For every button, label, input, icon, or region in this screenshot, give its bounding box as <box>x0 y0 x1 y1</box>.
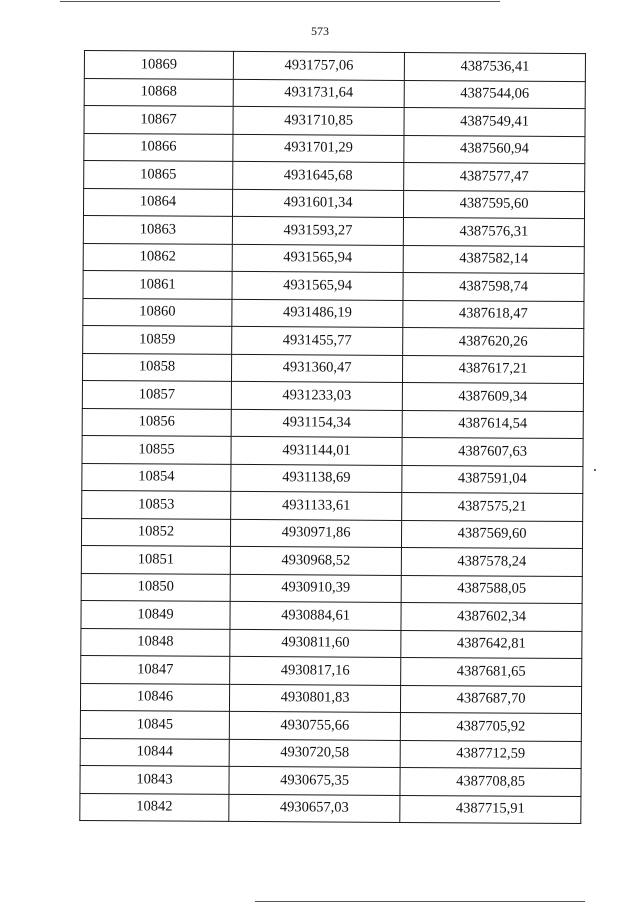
x-coordinate-cell: 4931138,69 <box>231 464 402 493</box>
y-coordinate-cell: 4387618,47 <box>403 300 584 329</box>
x-coordinate-cell: 4931701,29 <box>233 134 404 163</box>
point-number-cell: 10843 <box>80 765 229 793</box>
x-coordinate-cell: 4931360,47 <box>231 354 402 383</box>
y-coordinate-cell: 4387687,70 <box>400 685 581 714</box>
point-number-cell: 10853 <box>82 490 231 518</box>
table-row <box>81 518 582 549</box>
point-number-cell: 10848 <box>81 628 230 656</box>
point-number-cell: 10855 <box>82 435 231 463</box>
point-number-cell: 10842 <box>80 793 229 821</box>
y-coordinate-cell: 4387569,60 <box>401 520 582 549</box>
x-coordinate-cell: 4930910,39 <box>230 574 401 603</box>
point-number-cell: 10859 <box>83 325 232 353</box>
y-coordinate-cell: 4387607,63 <box>402 437 583 466</box>
x-coordinate-cell: 4931565,94 <box>232 271 403 300</box>
y-coordinate-cell: 4387549,41 <box>404 107 585 136</box>
table-row <box>83 325 584 356</box>
x-coordinate-cell: 4931455,77 <box>232 326 403 355</box>
point-number-cell: 10847 <box>81 655 230 683</box>
coordinates-table <box>79 50 586 824</box>
table-row <box>82 463 583 494</box>
x-coordinate-cell: 4930811,60 <box>230 629 401 658</box>
scan-speck <box>594 469 596 471</box>
x-coordinate-cell: 4931565,94 <box>232 244 403 273</box>
x-coordinate-cell: 4931144,01 <box>231 436 402 465</box>
x-coordinate-cell: 4931757,06 <box>233 51 404 80</box>
x-coordinate-cell: 4930720,58 <box>229 739 400 768</box>
y-coordinate-cell: 4387705,92 <box>400 712 581 741</box>
x-coordinate-cell: 4930657,03 <box>229 794 400 823</box>
point-number-cell: 10861 <box>83 270 232 298</box>
point-number-cell: 10851 <box>81 545 230 573</box>
point-number-cell: 10868 <box>84 78 233 106</box>
point-number-cell: 10844 <box>80 738 229 766</box>
table-row <box>80 765 581 796</box>
point-number-cell: 10864 <box>83 188 232 216</box>
table-row <box>80 738 581 769</box>
coordinates-table-body <box>80 51 586 824</box>
bottom-scan-rule <box>255 901 585 902</box>
table-row <box>82 380 583 411</box>
point-number-cell: 10846 <box>80 683 229 711</box>
x-coordinate-cell: 4931154,34 <box>231 409 402 438</box>
y-coordinate-cell: 4387577,47 <box>404 162 585 191</box>
y-coordinate-cell: 4387536,41 <box>404 52 585 81</box>
table-row <box>82 490 583 521</box>
table-row <box>81 573 582 604</box>
table-row <box>83 215 584 246</box>
y-coordinate-cell: 4387591,04 <box>402 465 583 494</box>
y-coordinate-cell: 4387598,74 <box>403 272 584 301</box>
table-row <box>81 628 582 659</box>
y-coordinate-cell: 4387609,34 <box>402 382 583 411</box>
point-number-cell: 10845 <box>80 710 229 738</box>
table-row <box>84 78 585 109</box>
table-row <box>80 683 581 714</box>
x-coordinate-cell: 4931731,64 <box>233 79 404 108</box>
table-row <box>83 298 584 329</box>
y-coordinate-cell: 4387595,60 <box>403 190 584 219</box>
y-coordinate-cell: 4387602,34 <box>401 602 582 631</box>
point-number-cell: 10869 <box>84 51 233 79</box>
point-number-cell: 10866 <box>84 133 233 161</box>
x-coordinate-cell: 4930675,35 <box>229 766 400 795</box>
table-row <box>82 435 583 466</box>
y-coordinate-cell: 4387642,81 <box>401 630 582 659</box>
y-coordinate-cell: 4387578,24 <box>401 547 582 576</box>
y-coordinate-cell: 4387560,94 <box>404 135 585 164</box>
point-number-cell: 10860 <box>83 298 232 326</box>
x-coordinate-cell: 4930817,16 <box>230 656 401 685</box>
x-coordinate-cell: 4930755,66 <box>229 711 400 740</box>
table-row <box>82 353 583 384</box>
x-coordinate-cell: 4931593,27 <box>232 216 403 245</box>
point-number-cell: 10850 <box>81 573 230 601</box>
table-row <box>83 243 584 274</box>
table-row <box>84 161 585 192</box>
table-row <box>80 710 581 741</box>
y-coordinate-cell: 4387681,65 <box>401 657 582 686</box>
table-row <box>81 545 582 576</box>
x-coordinate-cell: 4930884,61 <box>230 601 401 630</box>
table-row <box>83 270 584 301</box>
x-coordinate-cell: 4931710,85 <box>233 106 404 135</box>
y-coordinate-cell: 4387620,26 <box>403 327 584 356</box>
x-coordinate-cell: 4930801,83 <box>229 684 400 713</box>
x-coordinate-cell: 4931486,19 <box>232 299 403 328</box>
page-number: 573 <box>311 24 329 38</box>
x-coordinate-cell: 4931233,03 <box>231 381 402 410</box>
point-number-cell: 10867 <box>84 106 233 134</box>
point-number-cell: 10858 <box>82 353 231 381</box>
table-row <box>82 408 583 439</box>
x-coordinate-cell: 4930968,52 <box>230 546 401 575</box>
y-coordinate-cell: 4387617,21 <box>402 355 583 384</box>
x-coordinate-cell: 4931645,68 <box>233 161 404 190</box>
table-row <box>83 188 584 219</box>
y-coordinate-cell: 4387708,85 <box>400 767 581 796</box>
table-row <box>84 106 585 137</box>
y-coordinate-cell: 4387544,06 <box>404 80 585 109</box>
point-number-cell: 10849 <box>81 600 230 628</box>
table-row <box>84 51 585 82</box>
point-number-cell: 10862 <box>83 243 232 271</box>
point-number-cell: 10863 <box>83 215 232 243</box>
y-coordinate-cell: 4387614,54 <box>402 410 583 439</box>
point-number-cell: 10856 <box>82 408 231 436</box>
y-coordinate-cell: 4387575,21 <box>402 492 583 521</box>
y-coordinate-cell: 4387715,91 <box>400 795 581 824</box>
table-row <box>81 600 582 631</box>
y-coordinate-cell: 4387576,31 <box>403 217 584 246</box>
x-coordinate-cell: 4930971,86 <box>230 519 401 548</box>
y-coordinate-cell: 4387582,14 <box>403 245 584 274</box>
x-coordinate-cell: 4931133,61 <box>231 491 402 520</box>
top-scan-rule <box>60 1 500 2</box>
table-row <box>80 793 581 824</box>
table-row <box>84 133 585 164</box>
point-number-cell: 10854 <box>82 463 231 491</box>
point-number-cell: 10865 <box>84 161 233 189</box>
table-row <box>81 655 582 686</box>
y-coordinate-cell: 4387588,05 <box>401 575 582 604</box>
point-number-cell: 10857 <box>82 380 231 408</box>
x-coordinate-cell: 4931601,34 <box>232 189 403 218</box>
point-number-cell: 10852 <box>81 518 230 546</box>
y-coordinate-cell: 4387712,59 <box>400 740 581 769</box>
